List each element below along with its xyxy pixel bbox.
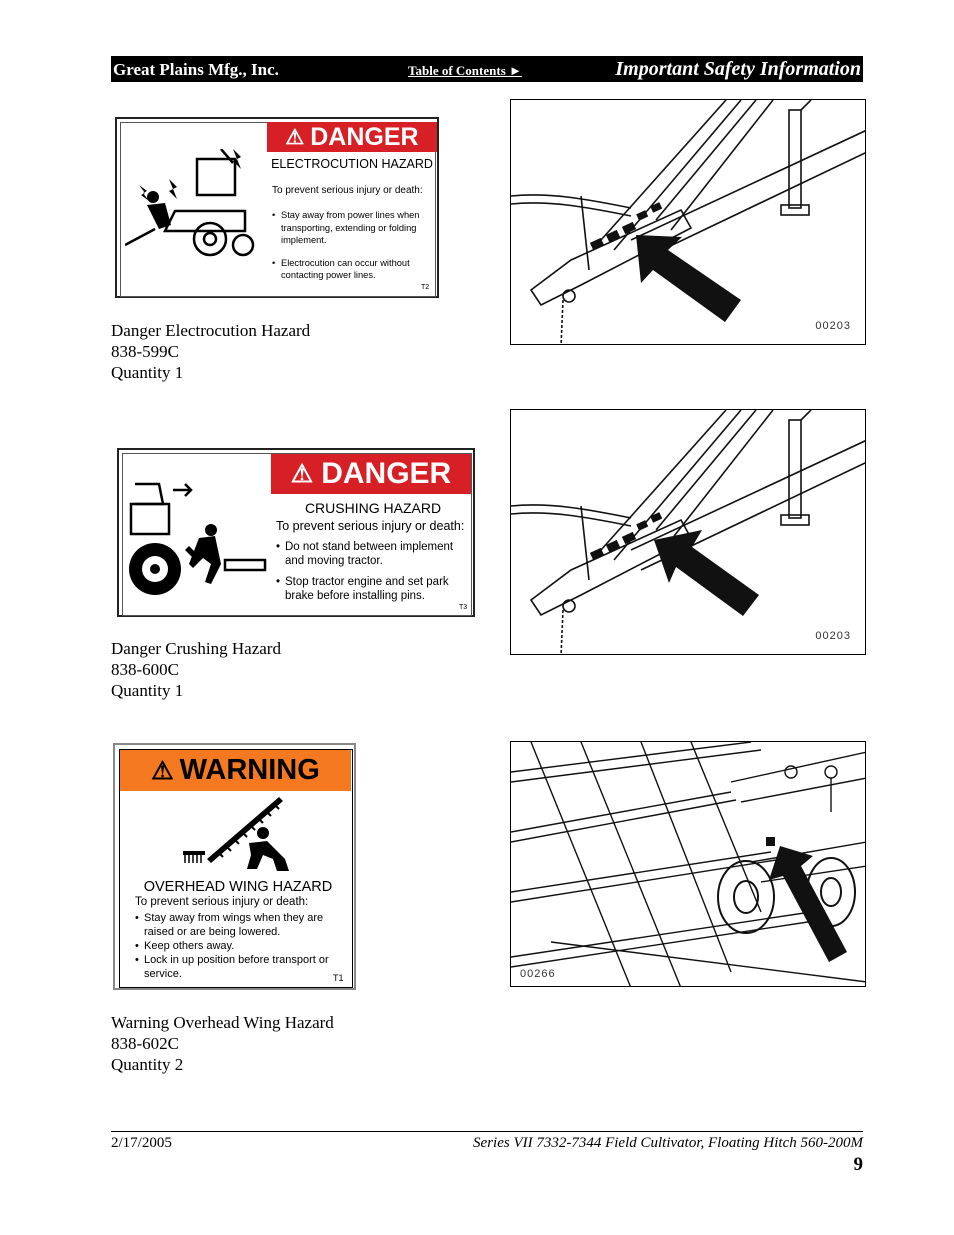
decal-code: T1: [333, 973, 344, 983]
caption-part-number: 838-602C: [111, 1034, 179, 1053]
decal-caption: [111, 1012, 334, 1075]
decal-caption: [111, 320, 310, 383]
caption-title: Danger Crushing Hazard: [111, 639, 281, 658]
caption-title: Warning Overhead Wing Hazard: [111, 1013, 334, 1032]
section-title: Important Safety Information: [615, 58, 861, 80]
electrocution-pictogram: [125, 149, 261, 267]
caption-title: Danger Electrocution Hazard: [111, 321, 311, 340]
figure-code: 00203: [815, 630, 851, 642]
footer-rule: [111, 1131, 863, 1132]
page-number: 9: [853, 1154, 863, 1175]
hazard-title: OVERHEAD WING HAZARD: [143, 879, 333, 895]
page-header: [111, 56, 863, 82]
decal-caption: [111, 638, 281, 701]
overhead-wing-pictogram: [177, 797, 297, 877]
hazard-bullet: • Keep others away.: [135, 939, 340, 953]
hazard-bullet: • Stay away from wings when they are raised or are being lowered.: [135, 911, 340, 939]
cultivator-frame-drawing: [511, 742, 866, 987]
caption-quantity: Quantity 1: [111, 681, 184, 700]
decal-overhead-wing: [113, 743, 356, 990]
hazard-title: CRUSHING HAZARD: [304, 500, 442, 516]
decal-code: T3: [459, 604, 468, 611]
hazard-intro: To prevent serious injury or death:: [272, 185, 423, 196]
caption-part-number: 838-600C: [111, 660, 179, 679]
figure-code: 00266: [520, 968, 556, 980]
warning-header: ⚠ WARNING: [120, 750, 351, 791]
hazard-bullet: • Stay away from power lines when transporting, extending or folding implement.: [272, 209, 435, 247]
footer-date: 2/17/2005: [111, 1135, 172, 1151]
danger-header: ⚠ DANGER: [267, 122, 437, 152]
decal-location-figure: [510, 99, 866, 345]
hazard-bullet: • Electrocution can occur without contacting power lines.: [272, 257, 435, 282]
footer-series-title: Series VII 7332-7344 Field Cultivator, Floating Hitch 560-200M: [473, 1135, 863, 1151]
decal-electrocution: [115, 117, 439, 298]
crushing-pictogram: [125, 464, 271, 606]
figure-code: 00203: [815, 320, 851, 332]
hazard-bullet: • Lock in up position before transport or service.: [135, 953, 340, 981]
caption-part-number: 838-599C: [111, 342, 179, 361]
hitch-drawing: [511, 100, 866, 345]
table-of-contents-link[interactable]: Table of Contents ►: [408, 63, 522, 78]
decal-location-figure: [510, 741, 866, 987]
hazard-title: ELECTROCUTION HAZARD: [271, 157, 433, 171]
decal-crushing: [117, 448, 475, 617]
caption-quantity: Quantity 1: [111, 363, 184, 382]
hazard-bullet: • Do not stand between implement and moving tractor.: [276, 541, 472, 568]
decal-location-figure: [510, 409, 866, 655]
company-name: Great Plains Mfg., Inc.: [113, 60, 279, 79]
hazard-bullet: • Stop tractor engine and set park brake before installing pins.: [276, 576, 472, 603]
caption-quantity: Quantity 2: [111, 1055, 184, 1074]
hazard-intro: To prevent serious injury or death:: [276, 519, 465, 533]
danger-header: ⚠ DANGER: [271, 454, 471, 494]
decal-code: T2: [421, 284, 430, 291]
hitch-drawing: [511, 410, 866, 655]
hazard-intro: To prevent serious injury or death:: [135, 896, 309, 908]
